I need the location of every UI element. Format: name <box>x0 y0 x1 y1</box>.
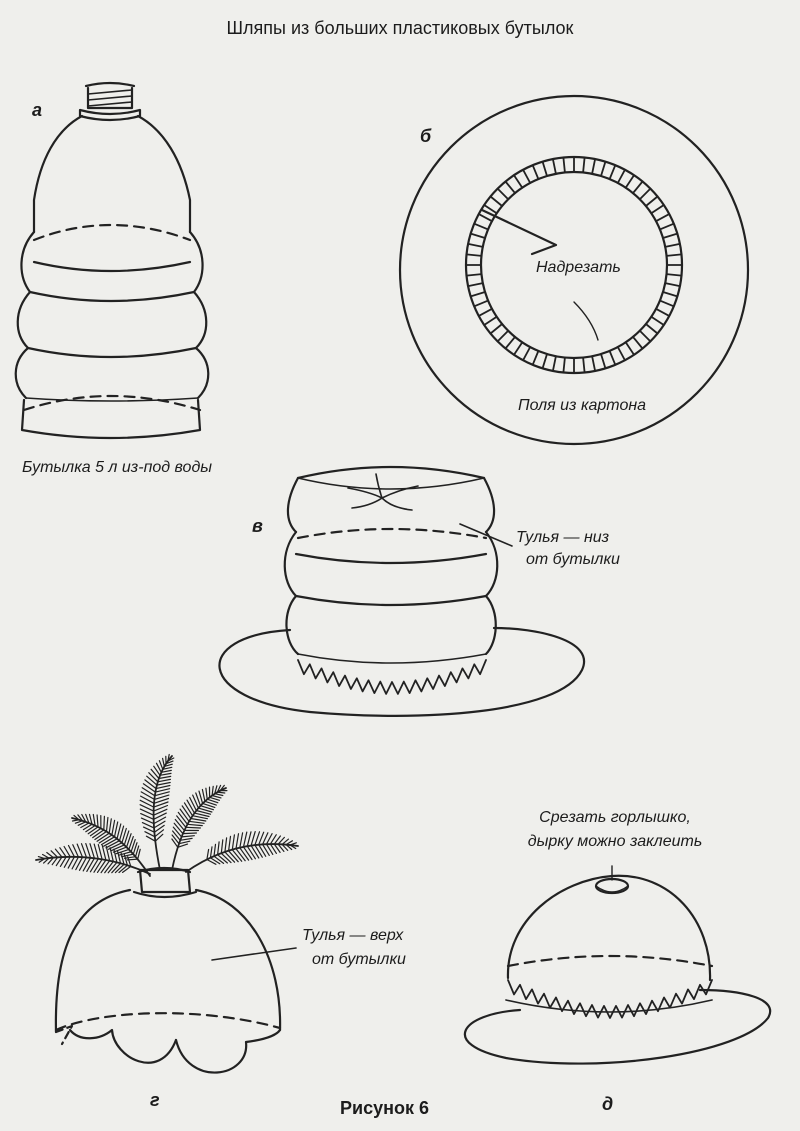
feather-barb <box>218 855 228 863</box>
feather-barb <box>157 783 170 786</box>
panel-letter-g: г <box>150 1090 160 1110</box>
feather-barb <box>182 836 195 837</box>
notch-mark <box>618 170 625 183</box>
neck-note-line1: Срезать горлышко, <box>539 809 691 826</box>
feather-barb <box>244 847 253 860</box>
notch-mark <box>592 159 595 174</box>
feather-barb <box>128 859 138 860</box>
feather-barb <box>142 788 155 796</box>
notch-mark <box>583 358 585 373</box>
notch-mark <box>474 224 488 230</box>
notch-mark <box>543 162 547 176</box>
notch-mark <box>474 301 488 307</box>
notch-mark <box>479 309 492 316</box>
feather-barb <box>221 840 223 854</box>
feather-barb <box>217 792 224 793</box>
notch-mark <box>467 274 482 276</box>
notch-mark <box>506 182 516 194</box>
feather-barb <box>214 844 216 856</box>
feather-barb <box>141 792 154 800</box>
notch-mark <box>640 331 651 342</box>
feather-barb <box>215 794 223 796</box>
feather-barb <box>159 776 171 778</box>
brim-label: Поля из картона <box>518 397 647 414</box>
notch-mark <box>667 254 682 256</box>
feather-barb <box>175 820 184 831</box>
feather-barb <box>259 845 266 857</box>
notch-mark <box>468 283 483 286</box>
feather-barb <box>229 836 231 851</box>
notch-mark <box>491 324 503 334</box>
panel-letter-v: в <box>252 516 263 536</box>
feather-barb <box>147 776 157 785</box>
notch-mark <box>533 165 539 179</box>
feather-barb <box>73 820 80 821</box>
feather-barb <box>186 827 201 828</box>
notch-mark <box>533 351 539 365</box>
notch-mark <box>626 342 634 355</box>
notch-mark <box>553 159 556 174</box>
feather-barb <box>218 842 220 855</box>
feather-barb <box>255 845 262 857</box>
feather-barb <box>187 824 202 825</box>
notch-mark <box>610 165 616 179</box>
notch-mark <box>498 331 509 342</box>
feather-barb <box>93 815 95 826</box>
feather-barb <box>159 761 162 770</box>
notch-mark <box>553 356 556 371</box>
notch-mark <box>506 337 516 349</box>
notch-mark <box>514 175 522 188</box>
feather-barb <box>190 798 197 811</box>
feather-barb <box>214 856 224 863</box>
notch-mark <box>514 342 522 355</box>
panel-letter-d: д <box>602 1094 614 1114</box>
notch-mark <box>479 214 492 221</box>
notch-mark <box>592 356 595 371</box>
notch-mark <box>665 244 680 247</box>
feather-barb <box>183 833 197 834</box>
notch-mark <box>651 317 664 325</box>
feather-barb <box>94 859 102 872</box>
feather-barb <box>93 830 104 838</box>
feather-barb <box>141 796 154 803</box>
feather-barb <box>143 784 155 792</box>
notch-mark <box>491 197 503 207</box>
feather-barb <box>173 831 181 840</box>
feather-barb <box>75 821 82 823</box>
feather-barb <box>232 835 234 850</box>
feather-barb <box>97 815 98 827</box>
notch-mark <box>663 234 677 238</box>
feather-barb <box>180 809 189 821</box>
hat-bottom-illustration <box>219 467 584 716</box>
notch-mark <box>660 301 674 307</box>
notch-mark <box>471 292 485 296</box>
feather-barb <box>145 780 156 789</box>
feather-barb <box>251 832 255 846</box>
feather-barb <box>236 834 239 849</box>
notch-mark <box>523 347 530 360</box>
feather-barb <box>125 857 136 859</box>
feather-barb <box>247 846 255 859</box>
hat-top-with-feathers-illustration <box>36 755 298 1073</box>
feather-barb <box>229 851 239 862</box>
figure-caption: Рисунок 6 <box>340 1098 429 1118</box>
feather-barb <box>104 816 105 830</box>
feather-barb <box>80 857 87 870</box>
feather-barb <box>87 858 95 871</box>
feather-barb <box>90 828 101 835</box>
feather-barb <box>98 860 106 872</box>
bottle-illustration <box>16 83 209 438</box>
neck-note-line2: дырку можно заклеить <box>527 833 703 850</box>
feather-barb <box>189 821 204 823</box>
feather-barb <box>163 758 165 766</box>
notch-mark <box>651 205 664 213</box>
feather-barb <box>182 806 191 819</box>
feather-barb <box>180 838 192 840</box>
feather-barb <box>102 846 106 861</box>
feather-barb <box>115 822 118 837</box>
feather-barb <box>90 844 94 859</box>
notch-mark <box>633 182 643 194</box>
crown-top-label-line2: от бутылки <box>312 951 406 968</box>
feather-barb <box>187 800 194 813</box>
bottle-caption: Бутылка 5 л из-под воды <box>22 459 213 476</box>
notch-mark <box>563 158 565 173</box>
feather-barb <box>236 849 245 861</box>
feather-barb <box>178 812 187 824</box>
feather-barb <box>240 848 249 860</box>
notch-mark <box>484 317 497 325</box>
figure-title: Шляпы из больших пластиковых бутылок <box>226 18 574 38</box>
panel-letter-a: а <box>32 100 43 120</box>
crown-top-label-line1: Тулья — верх <box>302 927 404 944</box>
dome-hat-illustration <box>465 866 770 1064</box>
crown-bottom-label-line1: Тулья — низ <box>516 529 610 546</box>
crown-bottom-label-line2: от бутылки <box>526 551 620 568</box>
feather-barb <box>202 790 205 802</box>
feather-barb <box>240 833 243 848</box>
notch-mark <box>646 324 658 334</box>
feather-barb <box>244 832 247 847</box>
notch-mark <box>656 309 669 316</box>
feather-barb <box>149 773 158 782</box>
notch-mark <box>665 283 680 286</box>
notch-mark <box>640 189 651 200</box>
notch-mark <box>543 354 547 368</box>
feather-barb <box>199 791 203 803</box>
notch-mark <box>468 244 483 247</box>
feather-barb <box>111 845 124 851</box>
notch-mark <box>601 162 605 176</box>
notch-mark <box>656 214 669 221</box>
notch-mark <box>563 358 565 373</box>
feather-barb <box>94 844 98 859</box>
notch-mark <box>523 170 530 183</box>
feather-barb <box>156 786 170 789</box>
feather-barb <box>155 789 169 792</box>
panel-letter-b: б <box>420 126 432 146</box>
feather-barb <box>191 819 206 822</box>
feather-barb <box>107 818 108 832</box>
cut-label: Надрезать <box>536 259 621 276</box>
notch-mark <box>610 351 616 365</box>
feather-barb <box>98 845 102 860</box>
feather-barb <box>88 827 98 834</box>
notch-mark <box>583 158 585 173</box>
feather-barb <box>185 803 193 816</box>
feather-barb <box>83 858 90 871</box>
feather-barb <box>210 858 219 864</box>
feather-barb <box>158 779 171 781</box>
notch-mark <box>667 274 682 276</box>
feather-barb <box>212 796 221 798</box>
feather-barb <box>225 838 227 852</box>
feather-barb <box>151 769 159 778</box>
feather-barb <box>138 849 141 859</box>
notch-mark <box>618 347 625 360</box>
notch-mark <box>663 292 677 296</box>
feather-barb <box>109 819 111 833</box>
notch-mark <box>498 189 509 200</box>
feather-barb <box>247 832 251 846</box>
notch-mark <box>626 175 634 188</box>
feather-barb <box>172 835 179 844</box>
notch-mark <box>467 254 482 256</box>
notch-mark <box>471 234 485 238</box>
notch-mark <box>660 224 674 230</box>
feather-barb <box>101 861 110 873</box>
feather-barb <box>123 866 131 872</box>
notch-mark <box>633 337 643 349</box>
feather-barb <box>86 826 95 832</box>
notch-mark <box>601 354 605 368</box>
feather-barb <box>251 846 259 858</box>
feather-barb <box>177 816 186 827</box>
feather-barb <box>112 820 115 835</box>
feather-barb <box>174 823 183 833</box>
feather-barb <box>173 827 181 837</box>
notch-mark <box>646 197 658 207</box>
feather-barb <box>206 788 207 799</box>
feather-barb <box>90 859 98 872</box>
